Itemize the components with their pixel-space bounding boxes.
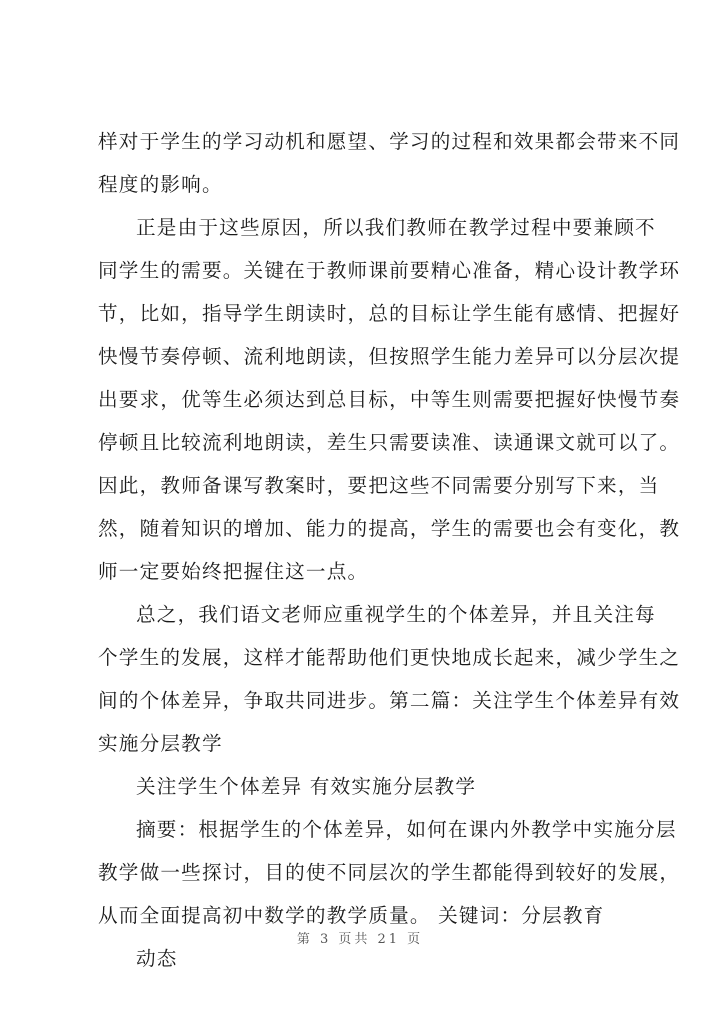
paragraph-line: 样对于学生的学习动机和愿望、学习的过程和效果都会带来不同 xyxy=(98,130,681,153)
paragraph-line: 个学生的发展，这样才能帮助他们更快地成长起来，减少学生之 xyxy=(98,646,681,669)
paragraph-line: 出要求，优等生必须达到总目标，中等生则需要把握好快慢节奏 xyxy=(98,388,681,411)
paragraph-line: 停顿且比较流利地朗读，差生只需要读准、读通课文就可以了。 xyxy=(98,431,681,454)
paragraph-line: 节，比如，指导学生朗读时，总的目标让学生能有感情、把握好 xyxy=(98,302,681,325)
page-number-footer: 第 3 页共 21 页 xyxy=(296,932,424,947)
paragraph-line: 程度的影响。 xyxy=(98,173,223,196)
paragraph-line: 同学生的需要。关键在于教师课前要精心准备，精心设计教学环 xyxy=(98,259,681,282)
abstract-line: 教学做一些探讨，目的使不同层次的学生都能得到较好的发展， xyxy=(98,861,681,884)
paragraph-line: 因此，教师备课写教案时，要把这些不同需要分别写下来，当 xyxy=(98,474,660,497)
paragraph-line: 然，随着知识的增加、能力的提高，学生的需要也会有变化，教 xyxy=(98,517,681,540)
paragraph-line: 师一定要始终把握住这一点。 xyxy=(98,560,369,583)
paragraph-line: 正是由于这些原因，所以我们教师在教学过程中要兼顾不 xyxy=(136,216,656,239)
paragraph-line: 总之，我们语文老师应重视学生的个体差异，并且关注每 xyxy=(136,603,656,626)
abstract-line: 摘要：根据学生的个体差异，如何在课内外教学中实施分层 xyxy=(136,818,677,841)
paragraph-line: 快慢节奏停顿、流利地朗读，但按照学生能力差异可以分层次提 xyxy=(98,345,681,368)
abstract-line: 从而全面提高初中数学的教学质量。 关键词：分层教育 xyxy=(98,904,605,927)
paragraph-line: 实施分层教学 xyxy=(98,732,223,755)
section-heading: 关注学生个体差异 有效实施分层教学 xyxy=(136,775,477,798)
paragraph-line: 间的个体差异，争取共同进步。第二篇：关注学生个体差异有效 xyxy=(98,689,681,712)
abstract-line: 动态 xyxy=(136,947,178,970)
